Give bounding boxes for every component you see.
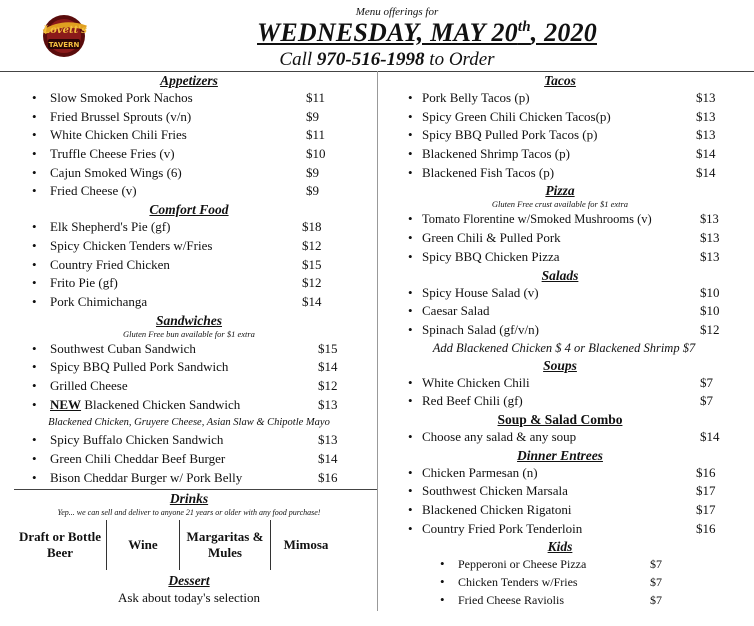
menu-item: • Chicken Tenders w/Fries $7 xyxy=(390,573,730,591)
menu-item: • Fried Cheese Raviolis $7 xyxy=(390,591,730,609)
menu-item: • Southwest Chicken Marsala $17 xyxy=(390,482,730,501)
dinner-entrees-heading: Dinner Entrees xyxy=(517,447,603,463)
menu-item: • NEW Blackened Chicken Sandwich $13 xyxy=(14,396,364,415)
menu-item: • Spicy BBQ Pulled Pork Tacos (p) $13 xyxy=(390,126,730,145)
menu-item: • Spicy Buffalo Chicken Sandwich $13 xyxy=(14,431,364,450)
new-badge: NEW xyxy=(50,396,82,412)
menu-item: • Choose any salad & any soup $14 xyxy=(390,428,730,447)
menu-item: • White Chicken Chili Fries $11 xyxy=(14,126,364,145)
menu-item: • Chicken Parmesan (n) $16 xyxy=(390,464,730,483)
drinks-heading: Drinks xyxy=(169,491,209,507)
drink-option: Margaritas & Mules xyxy=(186,529,264,561)
menu-item: • Country Fried Pork Tenderloin $16 xyxy=(390,520,730,539)
menu-item: • Fried Brussel Sprouts (v/n) $9 xyxy=(14,108,364,127)
menu-item: • Bison Cheddar Burger w/ Pork Belly $16 xyxy=(14,469,364,488)
menu-item: • Green Chili & Pulled Pork $13 xyxy=(390,229,730,248)
menu-item: • Southwest Cuban Sandwich $15 xyxy=(14,340,364,359)
menu-item: • Fried Cheese (v) $9 xyxy=(14,182,364,201)
pizza-list xyxy=(390,210,730,266)
right-column xyxy=(390,72,730,609)
svg-text:TAVERN: TAVERN xyxy=(48,41,80,49)
menu-item: • Red Beef Chili (gf) $7 xyxy=(390,392,730,411)
menu-item: • Spinach Salad (gf/v/n) $12 xyxy=(390,321,730,340)
sandwich-description: Blackened Chicken, Gruyere Cheese, Asian Slaw & Chipotle Mayo xyxy=(48,417,330,429)
menu-item: • Cajun Smoked Wings (6) $9 xyxy=(14,164,364,183)
appetizers-heading: Appetizers xyxy=(160,73,218,88)
drink-option: Mimosa xyxy=(283,537,329,553)
left-column xyxy=(14,72,364,607)
sandwiches-list-2 xyxy=(14,431,364,487)
phone-number[interactable]: 970-516-1998 xyxy=(316,49,425,70)
comfort-food-heading: Comfort Food xyxy=(149,202,229,218)
dessert-heading: Dessert xyxy=(168,573,210,589)
menu-item: • Pepperoni or Cheese Pizza $7 xyxy=(390,555,730,573)
comfort-food-list xyxy=(14,218,364,311)
sandwiches-gluten-note: Gluten Free bun available for $1 extra xyxy=(123,328,255,339)
soups-heading: Soups xyxy=(543,357,577,373)
menu-date-title: WEDNESDAY, MAY 20th, 2020 xyxy=(257,18,597,47)
menu-item: • Tomato Florentine w/Smoked Mushrooms (v) $13 xyxy=(390,210,730,229)
dessert-text: Ask about today's selection xyxy=(117,590,261,606)
call-to-order-line: Call 970-516-1998 to Order xyxy=(279,49,495,70)
sandwiches-list xyxy=(14,340,364,415)
menu-item: • Pork Chimichanga $14 xyxy=(14,293,364,312)
soups-list xyxy=(390,374,730,411)
menu-item: • Blackened Shrimp Tacos (p) $14 xyxy=(390,145,730,164)
appetizers-list xyxy=(14,89,364,201)
pizza-heading: Pizza xyxy=(545,183,575,199)
salad-addon-note: Add Blackened Chicken $ 4 or Blackened Shrimp $7 xyxy=(432,340,696,355)
menu-item: • White Chicken Chili $7 xyxy=(390,374,730,393)
menu-item: • Spicy BBQ Pulled Pork Sandwich $14 xyxy=(14,358,364,377)
pizza-gluten-note: Gluten Free crust available for $1 extra xyxy=(491,199,629,210)
kids-list xyxy=(390,555,730,609)
sandwiches-heading: Sandwiches xyxy=(155,312,223,328)
menu-item: • Spicy House Salad (v) $10 xyxy=(390,284,730,303)
entrees-list xyxy=(390,464,730,539)
svg-text:Lovett's: Lovett's xyxy=(43,25,87,36)
menu-item: • Green Chili Cheddar Beef Burger $14 xyxy=(14,450,364,469)
kids-heading: Kids xyxy=(547,539,573,555)
drinks-note: Yep... we can sell and deliver to anyone 21 years or older with any food purchase! xyxy=(57,508,321,518)
drinks-options xyxy=(14,520,364,570)
menu-item: • Frito Pie (gf) $12 xyxy=(14,274,364,293)
menu-item: • Pork Belly Tacos (p) $13 xyxy=(390,89,730,108)
menu-item: • Grilled Cheese $12 xyxy=(14,377,364,396)
combo-list xyxy=(390,428,730,447)
menu-item: • Spicy BBQ Chicken Pizza $13 xyxy=(390,248,730,267)
menu-item: • Country Fried Chicken $15 xyxy=(14,256,364,275)
salads-heading: Salads xyxy=(541,267,579,283)
drink-option: Draft or Bottle Beer xyxy=(18,529,102,561)
column-divider xyxy=(377,71,378,611)
menu-kicker: Menu offerings for xyxy=(355,6,439,18)
menu-item: • Spicy Green Chili Chicken Tacos(p) $13 xyxy=(390,108,730,127)
tacos-list xyxy=(390,89,730,182)
menu-item: • Caesar Salad $10 xyxy=(390,302,730,321)
menu-item: • Elk Shepherd's Pie (gf) $18 xyxy=(14,218,364,237)
menu-item: • Blackened Fish Tacos (p) $14 xyxy=(390,164,730,183)
soup-salad-combo-heading: Soup & Salad Combo xyxy=(497,411,623,427)
menu-item: • Blackened Chicken Rigatoni $17 xyxy=(390,501,730,520)
menu-item: • Slow Smoked Pork Nachos $11 xyxy=(14,89,364,108)
menu-item: • Spicy Chicken Tenders w/Fries $12 xyxy=(14,237,364,256)
tacos-heading: Tacos xyxy=(544,73,576,88)
drink-option: Wine xyxy=(128,537,158,553)
menu-item: • Truffle Cheese Fries (v) $10 xyxy=(14,145,364,164)
salads-list xyxy=(390,284,730,340)
